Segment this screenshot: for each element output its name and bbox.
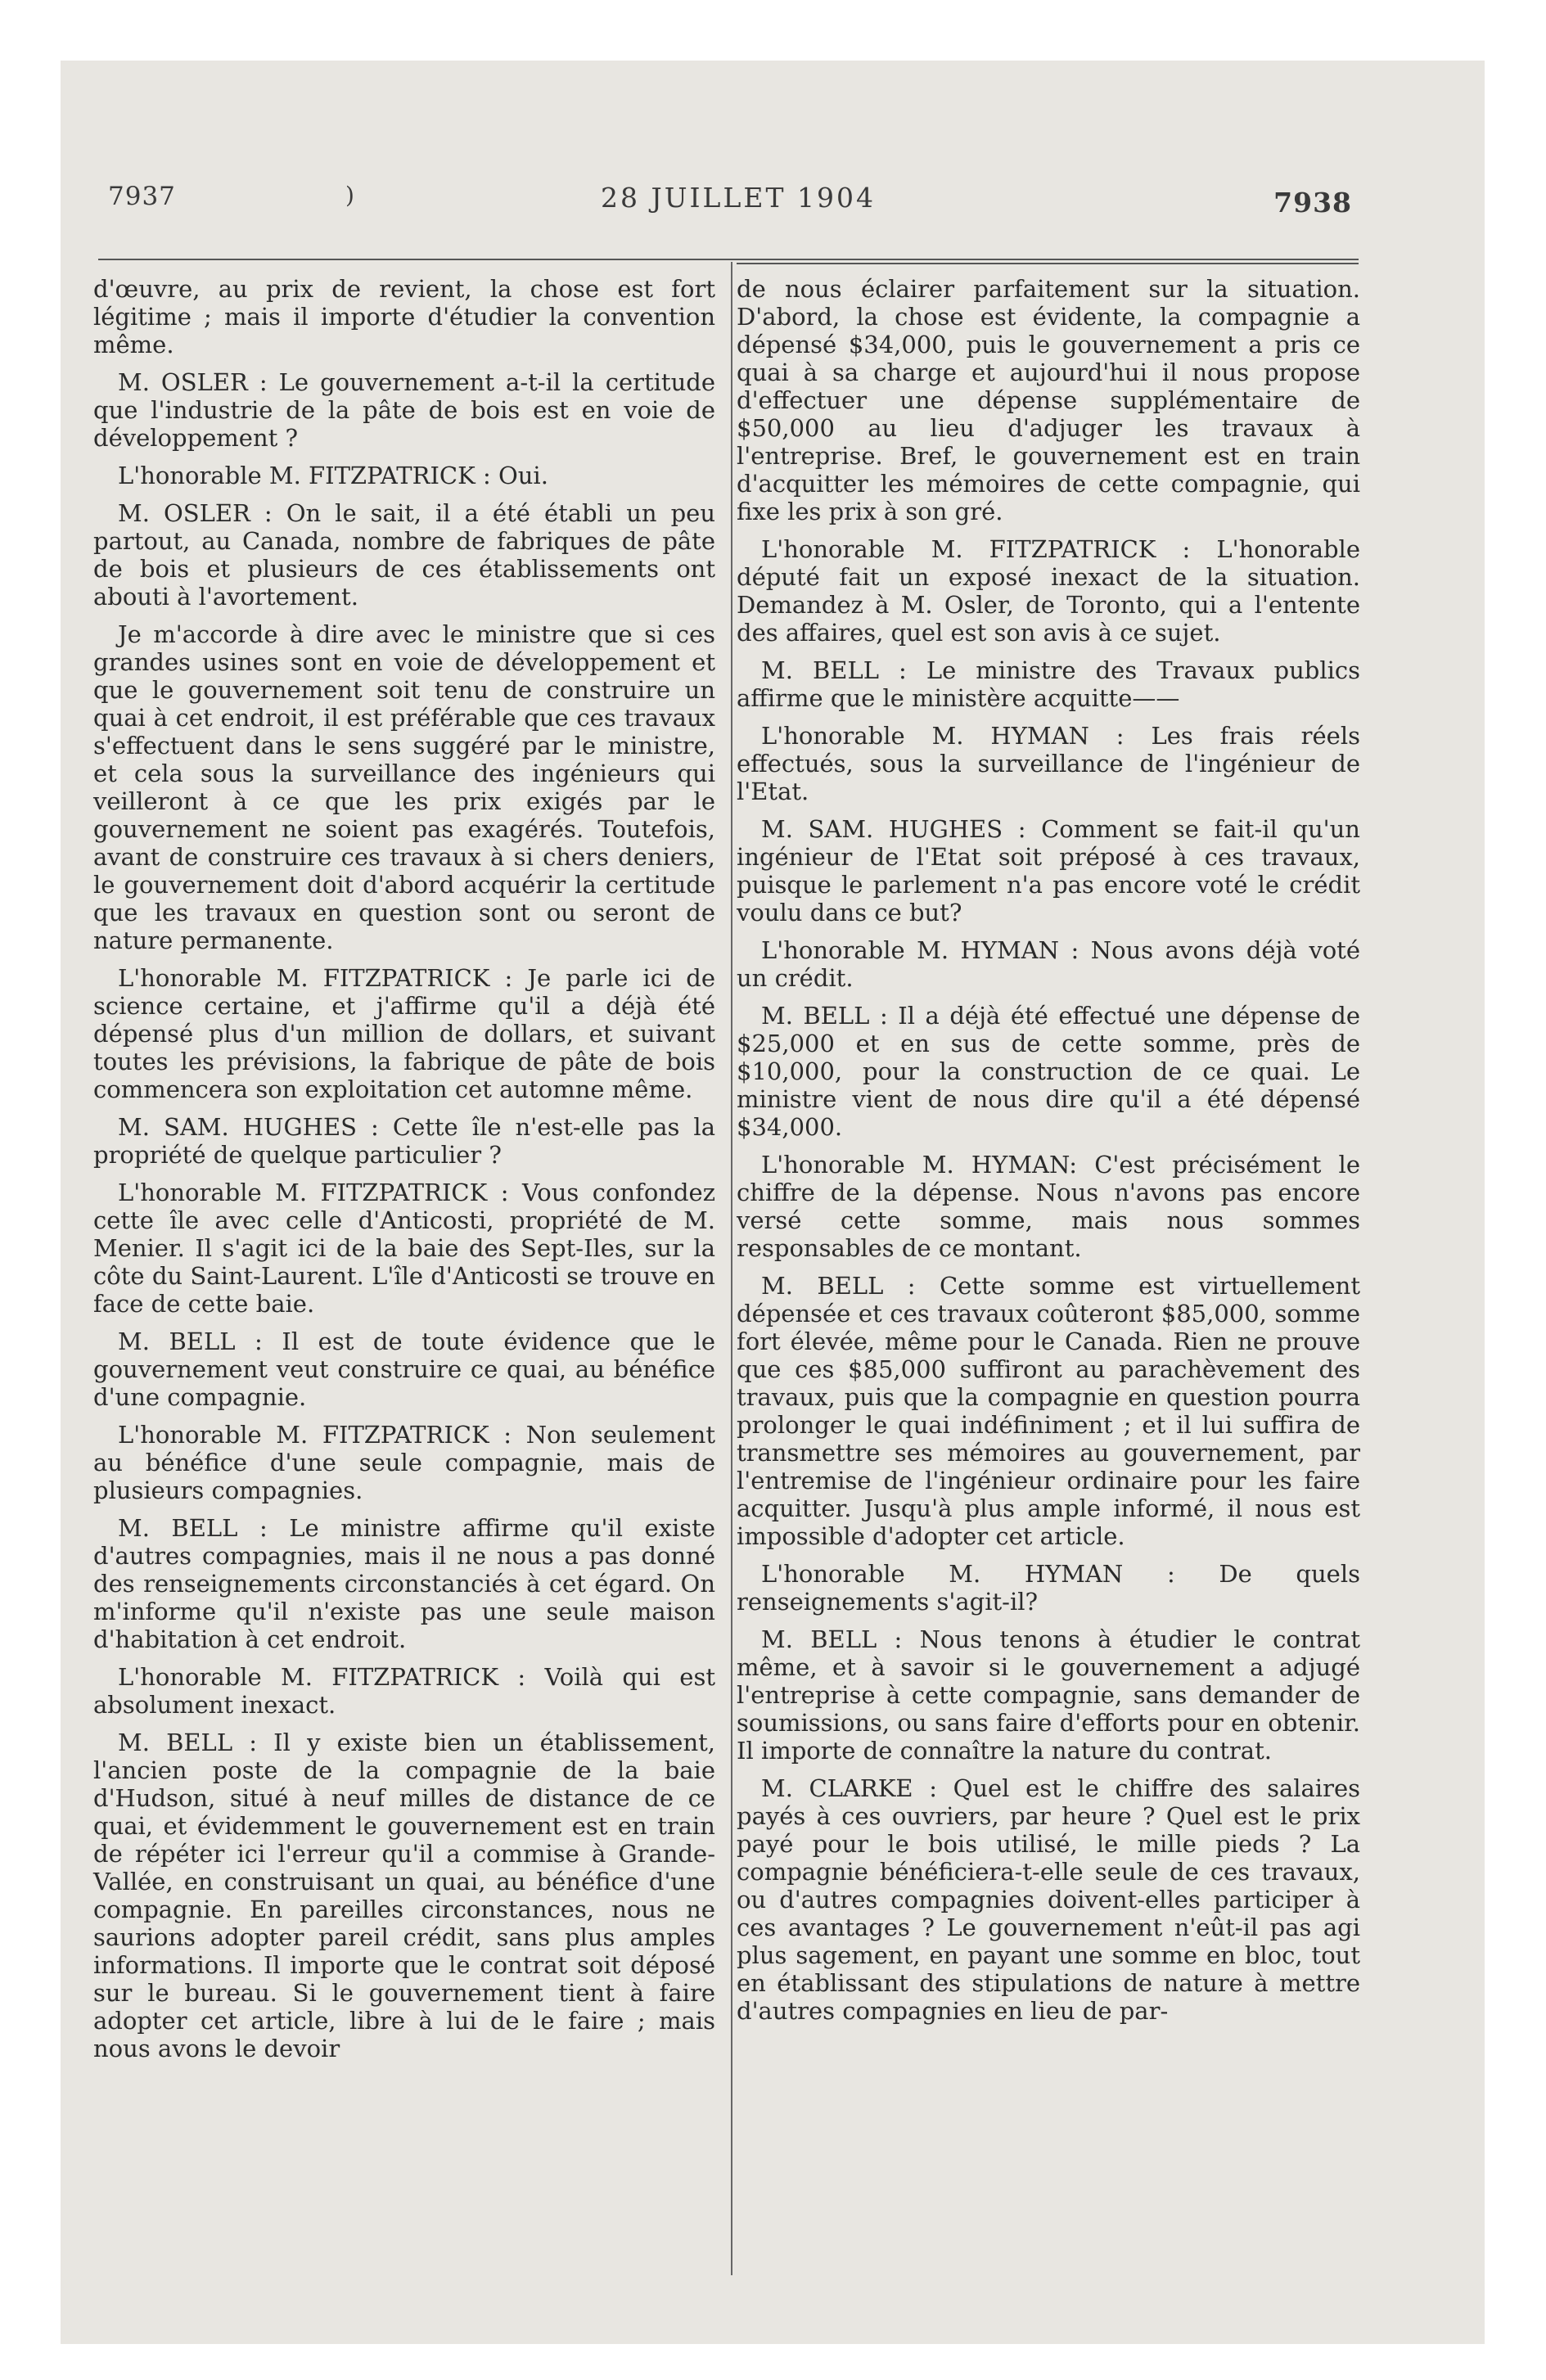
paragraph: M. BELL : Le ministre affirme qu'il existe d'autres compagnies, mais il ne nous a pas donné des renseignements circonstanciés à cet égard. On m'informe qu'il n'existe pas une seule maison d'habitation à cet endroit.	[93, 1514, 715, 1653]
paragraph: M. BELL : Il est de toute évidence que le gouvernement veut construire ce quai, au bénéfice d'une compagnie.	[93, 1327, 715, 1411]
paragraph: de nous éclairer parfaitement sur la situation. D'abord, la chose est évidente, la compagnie a dépensé $34,000, puis le gouvernement a pris ce quai à sa charge et aujourd'hui il nous propose d'effectuer une dépense supplémentaire de $50,000 au lieu d'adjuger les travaux à l'entreprise. Bref, le gouvernement est en train d'acquitter les mémoires de cette compagnie, qui fixe les prix à son gré.	[737, 275, 1360, 525]
paragraph: L'honorable M. HYMAN : Les frais réels effectués, sous la surveillance de l'ingénieur de l'Etat.	[737, 722, 1360, 805]
paragraph: d'œuvre, au prix de revient, la chose est fort légitime ; mais il importe d'étudier la convention même.	[93, 275, 715, 358]
stray-mark: )	[345, 182, 354, 209]
paragraph: L'honorable M. FITZPATRICK : Voilà qui est absolument inexact.	[93, 1663, 715, 1719]
paragraph: L'honorable M. FITZPATRICK : Je parle ici de science certaine, et j'affirme qu'il a déjà été dépensé plus d'un million de dollars, et suivant toutes les prévisions, la fabrique de pâte de bois commencera son exploitation cet automne même.	[93, 964, 715, 1103]
column-divider	[731, 262, 732, 2275]
paragraph: L'honorable M. HYMAN : Nous avons déjà voté un crédit.	[737, 936, 1360, 992]
paragraph: M. BELL : Il a déjà été effectué une dépense de $25,000 et en sus de cette somme, près de $10,000, pour la construction de ce quai. Le ministre vient de nous dire qu'il a été dépensé $34,000.	[737, 1002, 1360, 1141]
paragraph: L'honorable M. FITZPATRICK : Oui.	[118, 462, 548, 489]
right-column	[737, 275, 1360, 2035]
paragraph: L'honorable M. HYMAN: C'est précisément le chiffre de la dépense. Nous n'avons pas encore versé cette somme, mais nous sommes responsables de ce montant.	[737, 1151, 1360, 1262]
paragraph: M. BELL : Cette somme est virtuellement dépensée et ces travaux coûteront $85,000, somme fort élevée, même pour le Canada. Rien ne prouve que ces $85,000 suffiront au parachèvement des travaux, puis que la compagnie en question pourra prolonger le quai indéfiniment ; et il lui suffira de transmettre ses mémoires au gouvernement, par l'entremise de l'ingénieur ordinaire pour les faire acquitter. Jusqu'à plus ample informé, il nous est impossible d'adopter cet article.	[737, 1272, 1360, 1550]
paragraph: M. BELL : Le ministre des Travaux publics affirme que le ministère acquitte——	[737, 656, 1360, 712]
left-column	[93, 275, 715, 2072]
paragraph: M. BELL : Il y existe bien un établissement, l'ancien poste de la compagnie de la baie d'Hudson, situé à neuf milles de distance de ce quai, et évidemment le gouvernement est en train de répéter ici l'erreur qu'il a commise à Grande-Vallée, en construisant un quai, au bénéfice d'une compagnie. En pareilles circonstances, nous ne saurions adopter pareil crédit, sans plus amples informations. Il importe que le contrat soit déposé sur le bureau. Si le gouvernement tient à faire adopter cet article, libre à lui de le faire ; mais nous avons le devoir	[93, 1729, 715, 2062]
paragraph: Je m'accorde à dire avec le ministre que si ces grandes usines sont en voie de développement et que le gouvernement soit tenu de construire un quai à cet endroit, il est préférable que ces travaux s'effectuent dans le sens suggéré par le ministre, et cela sous la surveillance des ingénieurs qui veilleront à ce que les prix exigés par le gouvernement ne soient pas exagérés. Toutefois, avant de construire ces travaux à si chers deniers, le gouvernement doit d'abord acquérir la certitude que les travaux en question sont ou seront de nature permanente.	[93, 620, 715, 954]
paragraph: L'honorable M. HYMAN : De quels renseignements s'agit-il?	[737, 1560, 1360, 1616]
page-header	[108, 182, 1352, 223]
paragraph: M. OSLER : On le sait, il a été établi un peu partout, au Canada, nombre de fabriques de pâte de bois et plusieurs de ces établissements ont abouti à l'avortement.	[93, 499, 715, 611]
paragraph: M. BELL : Nous tenons à étudier le contrat même, et à savoir si le gouvernement a adjugé l'entreprise à cette compagnie, sans demander de soumissions, ou sans faire d'efforts pour en obtenir. Il importe de connaître la nature du contrat.	[737, 1625, 1360, 1765]
paragraph: L'honorable M. FITZPATRICK : Non seulement au bénéfice d'une seule compagnie, mais de plusieurs compagnies.	[93, 1421, 715, 1504]
page-number-right: 7938	[1273, 187, 1352, 219]
paragraph: L'honorable M. FITZPATRICK : L'honorable député fait un exposé inexact de la situation. Demandez à M. Osler, de Toronto, qui a l'entente des affaires, quel est son avis à ce sujet.	[737, 535, 1360, 647]
paragraph: M. OSLER : Le gouvernement a-t-il la certitude que l'industrie de la pâte de bois est en voie de développement ?	[93, 368, 715, 452]
page-number-left: 7937	[108, 182, 176, 211]
page-date: 28 JUILLET 1904	[601, 182, 876, 214]
header-rule	[98, 259, 1359, 260]
paragraph: L'honorable M. FITZPATRICK : Vous confondez cette île avec celle d'Anticosti, propriété de M. Menier. Il s'agit ici de la baie des Sept-Iles, sur la côte du Saint-Laurent. L'île d'Anticosti se trouve en face de cette baie.	[93, 1179, 715, 1318]
paragraph: M. SAM. HUGHES : Comment se fait-il qu'un ingénieur de l'Etat soit préposé à ces travaux, puisque le parlement n'a pas encore voté le crédit voulu dans ce but?	[737, 815, 1360, 926]
header-rule-second	[737, 263, 1359, 264]
paragraph: M. SAM. HUGHES : Cette île n'est-elle pas la propriété de quelque particulier ?	[93, 1113, 715, 1169]
paragraph: M. CLARKE : Quel est le chiffre des salaires payés à ces ouvriers, par heure ? Quel est le prix payé pour le bois utilisé, le mille pieds ? La compagnie bénéficiera-t-elle seule de ces travaux, ou d'autres compagnies doivent-elles participer à ces avantages ? Le gouvernement n'eût-il pas agi plus sagement, en payant une somme en bloc, tout en établissant des stipulations de nature à mettre d'autres compagnies en lieu de par-	[737, 1774, 1360, 2025]
